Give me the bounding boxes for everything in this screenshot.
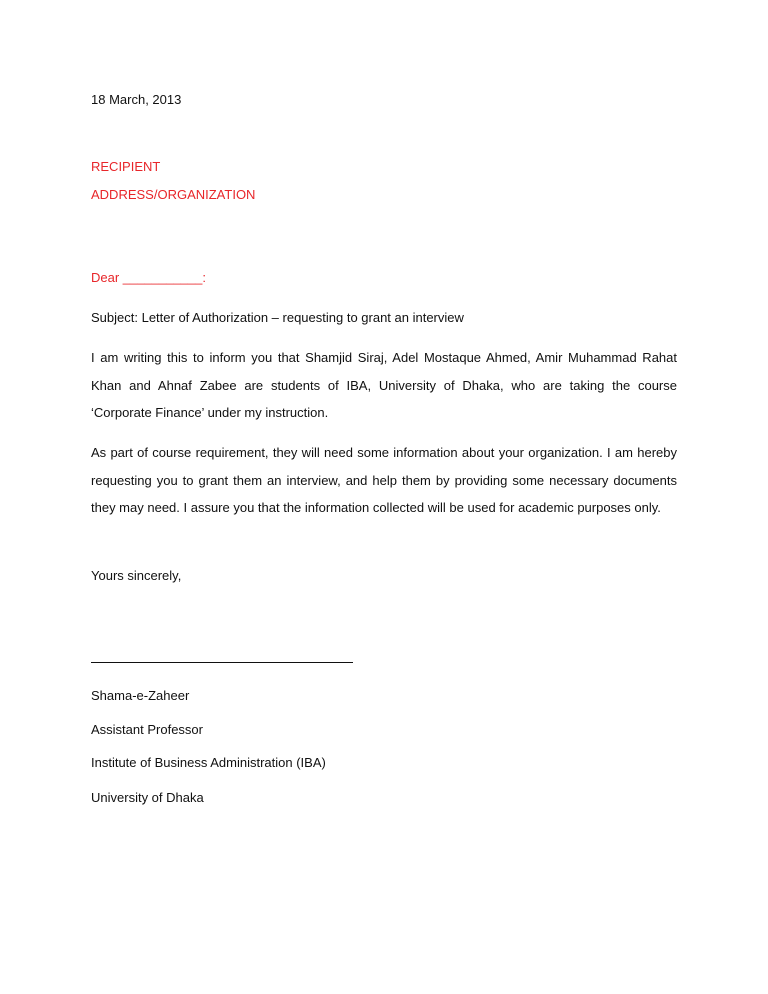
signer-university: University of Dhaka xyxy=(91,790,204,805)
signer-title: Assistant Professor xyxy=(91,722,203,737)
recipient-placeholder: RECIPIENT xyxy=(91,159,161,174)
signature-line xyxy=(91,662,353,663)
body-paragraph-2: As part of course requirement, they will need some information about your organization. I am hereby requesting you to grant them an interview, and help them by providing some necessary documents they may need. I assure you that the information collected will be used for academic purposes only. xyxy=(91,445,677,515)
address-placeholder: ADDRESS/ORGANIZATION xyxy=(91,187,256,202)
closing: Yours sincerely, xyxy=(91,568,182,583)
subject-line: Subject: Letter of Authorization – requesting to grant an interview xyxy=(91,310,464,325)
letter-date: 18 March, 2013 xyxy=(91,92,182,107)
body-paragraph-1: I am writing this to inform you that Shamjid Siraj, Adel Mostaque Ahmed, Amir Muhammad Rahat Khan and Ahnaf Zabee are students of IBA, University of Dhaka, who are taking the course ‘Corporate Finance’ under my instruction. xyxy=(91,350,677,420)
salutation: Dear ___________: xyxy=(91,270,206,285)
signer-institute: Institute of Business Administration (IBA) xyxy=(91,755,326,770)
signer-name: Shama-e-Zaheer xyxy=(91,688,190,703)
